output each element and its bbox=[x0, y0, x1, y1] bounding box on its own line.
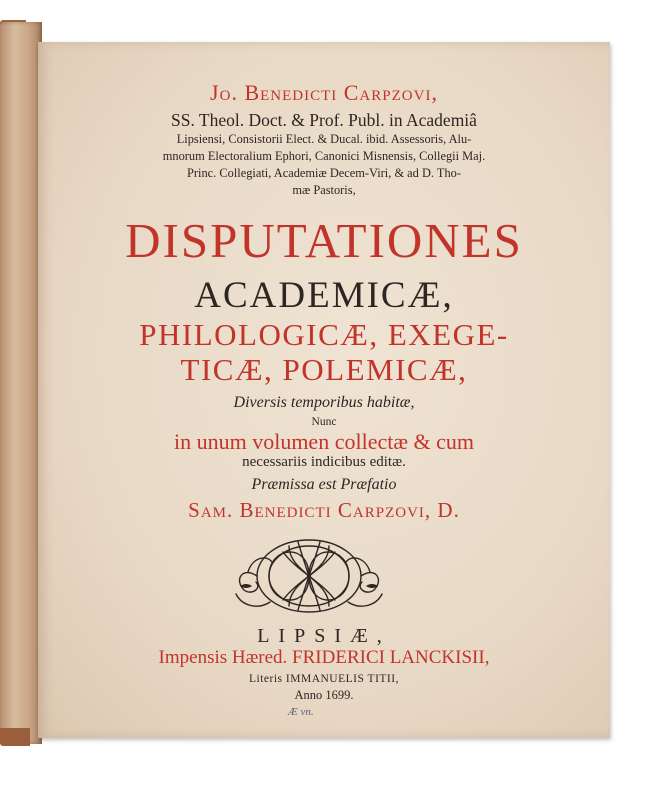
handwritten-signature: Æ vn. bbox=[288, 706, 314, 718]
imprint-year: Anno 1699. bbox=[294, 688, 354, 702]
subtitle-line-3: TICÆ, POLEMICÆ, bbox=[180, 352, 468, 387]
credentials-line-4: Princ. Collegiati, Academiæ Decem-Viri, & ad D. Tho- bbox=[187, 166, 461, 180]
collected-line: in unum volumen collectæ & cum bbox=[173, 429, 474, 454]
credentials-line-2: Lipsiensi, Consistorii Elect. & Ducal. ibid. Assessoris, Alu- bbox=[176, 132, 472, 146]
subtitle-line-2: PHILOLOGICÆ, EXEGE- bbox=[139, 317, 509, 352]
imprint-printer: Literis IMMANUELIS TITII, bbox=[249, 673, 399, 685]
nunc-line: Nunc bbox=[311, 416, 337, 428]
credentials-line-3: mnorum Electoralium Ephori, Canonici Misnensis, Collegii Maj. bbox=[162, 149, 486, 163]
praemissa-line: Præmissa est Præfatio bbox=[251, 476, 397, 493]
imprint-publisher: Impensis Hæred. FRIDERICI LANCKISII, bbox=[158, 647, 490, 668]
preface-author-line: Sam. Benedicti Carpzovi, D. bbox=[188, 498, 460, 522]
main-title: DISPUTATIONES bbox=[125, 213, 523, 268]
subtitle-line-1: ACADEMICÆ, bbox=[194, 275, 454, 316]
printers-monogram-ornament-icon bbox=[228, 532, 390, 620]
author-line: Jo. Benedicti Carpzovi, bbox=[210, 80, 438, 105]
indices-line: necessariis indicibus editæ. bbox=[242, 454, 406, 470]
credentials-line-5: mæ Pastoris, bbox=[292, 183, 356, 197]
imprint-city: LIPSIÆ, bbox=[257, 625, 391, 647]
credentials-line-1: SS. Theol. Doct. & Prof. Publ. in Academiâ bbox=[171, 110, 477, 130]
diversis-line: Diversis temporibus habitæ, bbox=[233, 394, 415, 411]
book-spine-edge bbox=[0, 22, 42, 744]
book-edge-bottom bbox=[0, 728, 30, 746]
title-page bbox=[38, 42, 610, 738]
